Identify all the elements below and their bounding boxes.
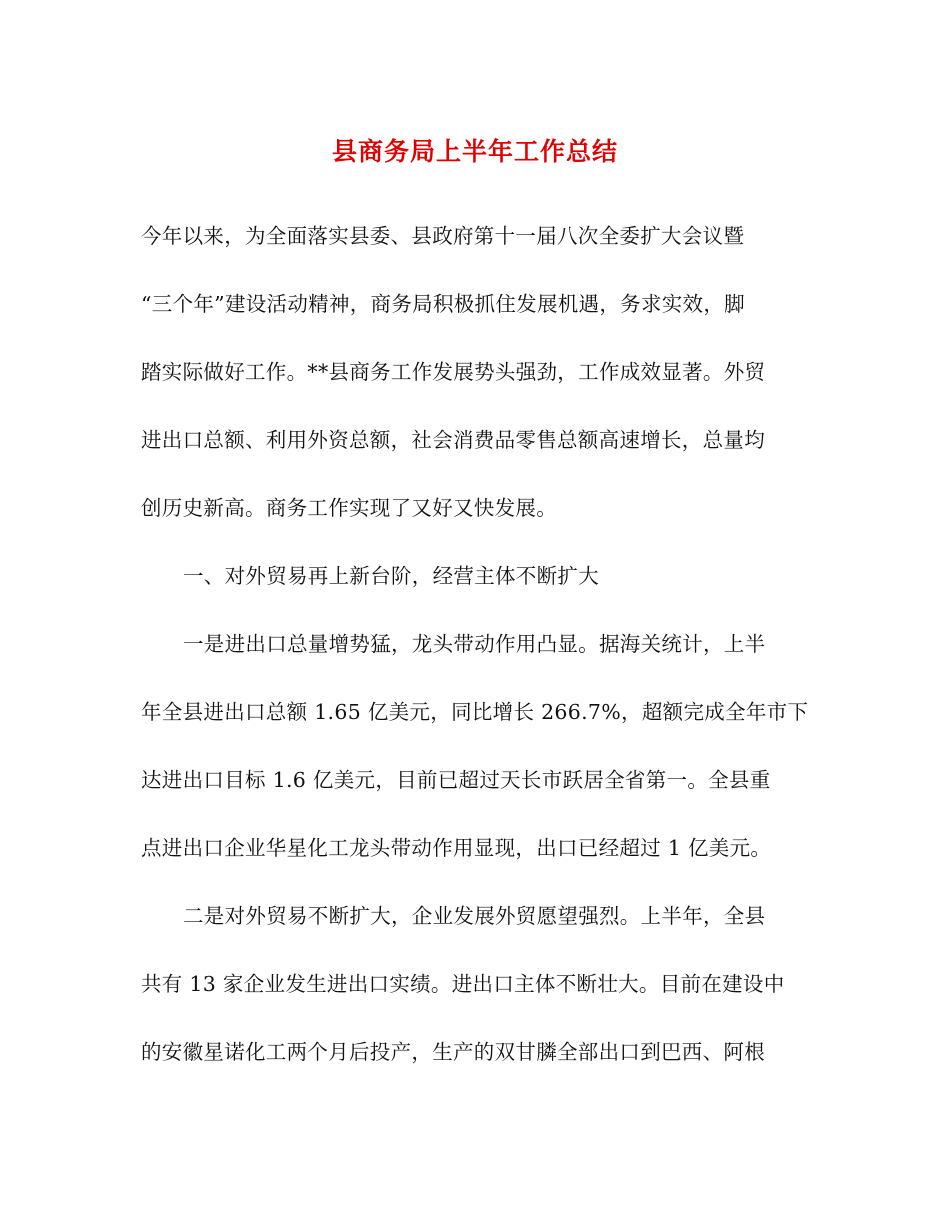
paragraph-line: 年全县进出口总额 1.65 亿美元，同比增长 266.7%，超额完成全年市下	[141, 700, 809, 724]
paragraph-line: 踏实际做好工作。**县商务工作发展势头强劲，工作成效显著。外贸	[141, 360, 766, 384]
paragraph-line: 的安徽星诺化工两个月后投产，生产的双甘膦全部出口到巴西、阿根	[141, 1040, 765, 1064]
document-title: 县商务局上半年工作总结	[331, 137, 618, 166]
paragraph-line: “三个年”建设活动精神，商务局积极抓住发展机遇，务求实效，脚	[141, 292, 745, 316]
paragraph-line: 进出口总额、利用外资总额，社会消费品零售总额高速增长，总量均	[141, 428, 765, 452]
paragraph-line: 一是进出口总量增势猛，龙头带动作用凸显。据海关统计，上半	[183, 632, 766, 656]
paragraph-line: 达进出口目标 1.6 亿美元，目前已超过天长市跃居全省第一。全县重	[141, 768, 771, 792]
section-heading: 一、对外贸易再上新台阶，经营主体不断扩大	[183, 564, 599, 588]
paragraph-line: 创历史新高。商务工作实现了又好又快发展。	[141, 496, 557, 520]
paragraph-line: 共有 13 家企业发生进出口实绩。进出口主体不断壮大。目前在建设中	[141, 972, 785, 996]
paragraph-line: 今年以来，为全面落实县委、县政府第十一届八次全委扩大会议暨	[141, 224, 745, 248]
paragraph-line: 点进出口企业华星化工龙头带动作用显现，出口已经超过 1 亿美元。	[141, 836, 772, 860]
paragraph-line: 二是对外贸易不断扩大，企业发展外贸愿望强烈。上半年，全县	[183, 904, 766, 928]
